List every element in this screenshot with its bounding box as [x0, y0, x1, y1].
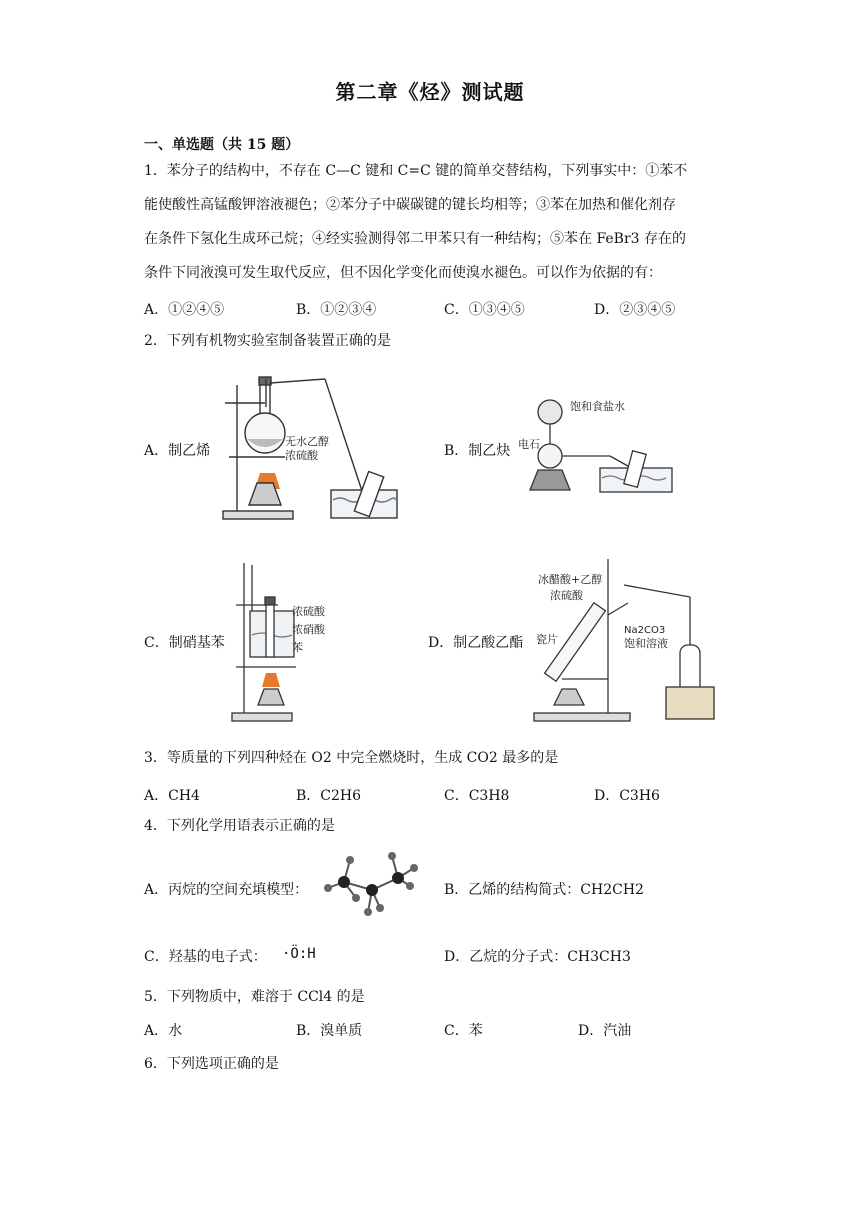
q2-label-a: A．制乙烯 [144, 443, 211, 459]
q2-label-d: D．制乙酸乙酯 [428, 635, 524, 651]
fig-b-label-carbide: 电石 [518, 438, 540, 451]
q2-stem: 2．下列有机物实验室制备装置正确的是 [144, 333, 391, 349]
q3-option-b: B．C2H6 [296, 788, 362, 804]
q4-option-b: B．乙烯的结构简式：CH2CH2 [444, 882, 644, 898]
q6-stem: 6．下列选项正确的是 [144, 1056, 279, 1072]
q5-option-a: A．水 [144, 1023, 183, 1039]
q1-option-a: A．①②④⑤ [144, 302, 225, 318]
page-title: 第二章《烃》测试题 [335, 80, 525, 104]
q1-line-1: 1．苯分子的结构中，不存在 C—C 键和 C=C 键的简单交替结构，下列事实中：①苯不 [144, 163, 688, 179]
q4-option-c: C．羟基的电子式： [144, 949, 267, 965]
fig-a-label-acid: 浓硫酸 [285, 449, 318, 462]
figure-ethylene-apparatus [215, 365, 415, 525]
figure-ethyl-acetate-apparatus [532, 555, 722, 725]
hydroxyl-electron-formula: ·Ö:H [282, 946, 316, 962]
q5-option-d: D．汽油 [578, 1023, 632, 1039]
q3-option-d: D．C3H6 [594, 788, 660, 804]
q1-option-d: D．②③④⑤ [594, 302, 676, 318]
figure-acetylene-apparatus [510, 390, 690, 500]
q1-line-4: 条件下同液溴可发生取代反应，但不因化学变化而使溴水褪色。可以作为依据的有： [144, 265, 662, 281]
q2-label-c: C．制硝基苯 [144, 635, 225, 651]
q2-label-b: B．制乙炔 [444, 443, 511, 459]
q3-option-a: A．CH4 [144, 788, 200, 804]
fig-a-label-ethanol: 无水乙醇 [285, 435, 329, 448]
section-heading: 一、单选题（共 15 题） [144, 137, 300, 153]
q3-stem: 3．等质量的下列四种烃在 O2 中完全燃烧时，生成 CO2 最多的是 [144, 750, 559, 766]
fig-b-label-brine: 饱和食盐水 [570, 400, 625, 413]
q4-option-a: A．丙烷的空间充填模型： [144, 882, 309, 898]
q4-option-d: D．乙烷的分子式：CH3CH3 [444, 949, 631, 965]
q4-stem: 4．下列化学用语表示正确的是 [144, 818, 335, 834]
q1-line-2: 能使酸性高锰酸钾溶液褪色；②苯分子中碳碳键的键长均相等；③苯在加热和催化剂存 [144, 197, 676, 213]
fig-d-label-na2co3: Na2CO3 [624, 625, 666, 636]
q1-option-b: B．①②③④ [296, 302, 377, 318]
fig-c-label-hno3: 浓硝酸 [292, 623, 325, 636]
fig-d-label-h2so4: 浓硫酸 [550, 589, 583, 602]
figure-nitrobenzene-apparatus [228, 555, 358, 725]
q5-option-b: B．溴单质 [296, 1023, 363, 1039]
fig-c-label-benzene: 苯 [292, 641, 303, 654]
propane-model-image [322, 848, 422, 928]
fig-d-label-solution: 饱和溶液 [624, 637, 668, 650]
q3-option-c: C．C3H8 [444, 788, 510, 804]
fig-d-label-acid-ethanol: 冰醋酸+乙醇 [538, 573, 603, 586]
q1-line-3: 在条件下氢化生成环己烷；④经实验测得邻二甲苯只有一种结构；⑤苯在 FeBr3 存在的 [144, 231, 687, 247]
q5-option-c: C．苯 [444, 1023, 483, 1039]
q5-stem: 5．下列物质中，难溶于 CCl4 的是 [144, 989, 365, 1005]
fig-c-label-h2so4: 浓硫酸 [292, 605, 325, 618]
fig-d-label-chips: 瓷片 [536, 633, 558, 646]
q1-option-c: C．①③④⑤ [444, 302, 525, 318]
